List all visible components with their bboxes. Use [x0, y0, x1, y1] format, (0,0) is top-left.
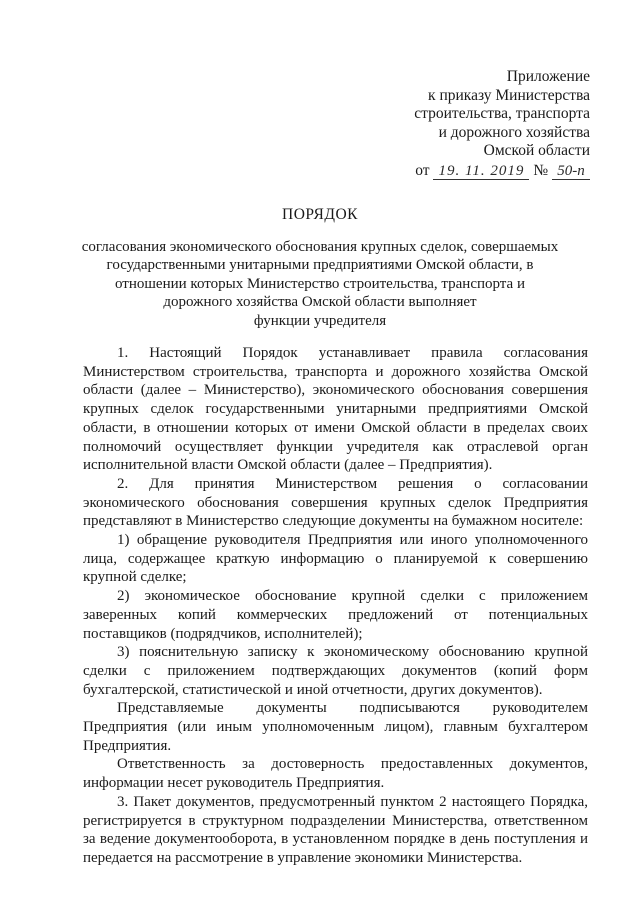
subtitle-line: государственными унитарными предприятиями Омской области, в — [106, 257, 534, 274]
responsibility-note: Ответственность за достоверность предоставленных документов, информации несет руководитель Предприятия. — [83, 756, 588, 792]
paragraph-3: 3. Пакет документов, предусмотренный пунктом 2 настоящего Порядка, регистрируется в структурном подразделении Министерства, ответственном за ведение документооборота, в установленном порядке в день поступления и передается на рассмотрение в управление экономики Министерства. — [83, 793, 588, 866]
paragraph-2: 2. Для принятия Министерством решения о согласовании экономического обоснования совершения крупных сделок Предприятия представляют в Министерство следующие документы на бумажном носителе: — [83, 475, 588, 530]
appendix-line: Омской области — [483, 142, 590, 160]
subtitle-line: согласования экономического обоснования крупных сделок, совершаемых — [81, 239, 559, 255]
handwritten-date: 19. 11. 2019 — [433, 164, 529, 180]
signature-note: Представляемые документы подписываются руководителем Предприятия (или иным уполномоченным лицом), главным бухгалтером Предприятия. — [83, 700, 588, 754]
appendix-line: строительства, транспорта — [414, 105, 590, 123]
order-reference — [370, 162, 590, 181]
list-item-3: 3) пояснительную записку к экономическому обоснованию крупной сделки с приложением подтверждающих документов (копий форм бухгалтерской, статистической и иной отчетности, других документов). — [83, 644, 588, 698]
list-item-1: 1) обращение руководителя Предприятия или иного уполномоченного лица, содержащее краткую информацию о планируемой к совершению крупной сделке; — [83, 532, 588, 586]
appendix-line: и дорожного хозяйства — [438, 123, 590, 141]
appendix-line: к приказу Министерства — [428, 86, 590, 104]
date-prefix: от — [415, 161, 430, 179]
appendix-line: Приложение — [506, 68, 590, 85]
appendix-header — [370, 68, 590, 181]
subtitle-line: дорожного хозяйства Омской области выполняет — [163, 294, 477, 311]
subtitle-line: функции учредителя — [253, 312, 387, 329]
document-body — [83, 344, 588, 868]
subtitle-line: отношении которых Министерство строительства, транспорта и — [115, 275, 525, 292]
document-title: ПОРЯДОК — [282, 206, 358, 223]
handwritten-number: 50-п — [552, 164, 590, 180]
list-item-2: 2) экономическое обоснование крупной сделки с приложением заверенных копий коммерческих предложений от потенциальных поставщиков (подрядчиков, исполнителей); — [83, 588, 588, 642]
number-prefix: № — [533, 161, 549, 179]
paragraph-1: 1. Настоящий Порядок устанавливает правила согласования Министерством строительства, транспорта и дорожного хозяйства Омской области (далее – Министерство), экономического обоснования совершения крупных сделок государственными унитарными предприятиями Омской области, в отношении которых от имени Омской области в пределах своих полномочий осуществляет функции учредителя как отраслевой орган исполнительной власти Омской области (далее – Предприятия). — [83, 345, 588, 474]
document-subtitle — [80, 238, 560, 330]
